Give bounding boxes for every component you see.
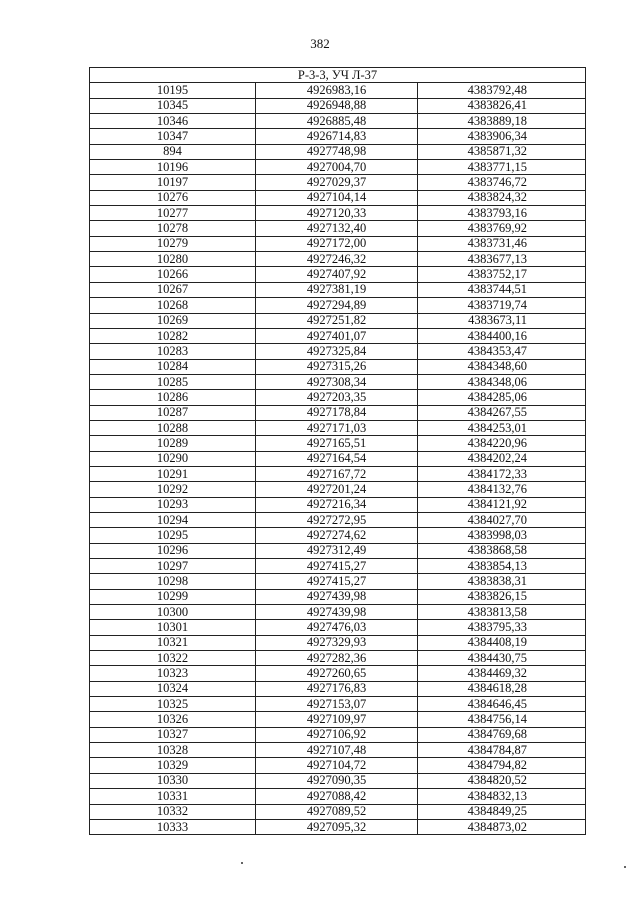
table-row xyxy=(90,605,586,620)
table-row xyxy=(90,114,586,129)
x-coordinate-cell: 4927089,52 xyxy=(256,804,418,819)
point-number-cell: 10290 xyxy=(90,451,256,466)
x-coordinate-cell: 4927172,00 xyxy=(256,236,418,251)
x-coordinate-cell: 4927090,35 xyxy=(256,773,418,788)
table-row xyxy=(90,282,586,297)
point-number-cell: 10282 xyxy=(90,328,256,343)
y-coordinate-cell: 4383771,15 xyxy=(418,160,586,175)
x-coordinate-cell: 4927088,42 xyxy=(256,789,418,804)
y-coordinate-cell: 4384267,55 xyxy=(418,405,586,420)
point-number-cell: 10327 xyxy=(90,727,256,742)
x-coordinate-cell: 4927439,98 xyxy=(256,605,418,620)
point-number-cell: 10278 xyxy=(90,221,256,236)
x-coordinate-cell: 4927216,34 xyxy=(256,497,418,512)
table-row xyxy=(90,190,586,205)
x-coordinate-cell: 4927164,54 xyxy=(256,451,418,466)
point-number-cell: 10287 xyxy=(90,405,256,420)
table-row xyxy=(90,267,586,282)
table-row xyxy=(90,129,586,144)
table-row xyxy=(90,543,586,558)
y-coordinate-cell: 4384285,06 xyxy=(418,390,586,405)
table-row xyxy=(90,727,586,742)
y-coordinate-cell: 4383889,18 xyxy=(418,114,586,129)
y-coordinate-cell: 4383838,31 xyxy=(418,574,586,589)
y-coordinate-cell: 4384769,68 xyxy=(418,727,586,742)
table-row xyxy=(90,651,586,666)
x-coordinate-cell: 4927251,82 xyxy=(256,313,418,328)
table-row xyxy=(90,374,586,389)
point-number-cell: 10297 xyxy=(90,559,256,574)
point-number-cell: 10291 xyxy=(90,466,256,481)
y-coordinate-cell: 4384172,33 xyxy=(418,466,586,481)
scan-speck xyxy=(241,862,243,864)
x-coordinate-cell: 4927329,93 xyxy=(256,635,418,650)
x-coordinate-cell: 4927165,51 xyxy=(256,436,418,451)
y-coordinate-cell: 4384400,16 xyxy=(418,328,586,343)
table-row xyxy=(90,559,586,574)
x-coordinate-cell: 4927107,48 xyxy=(256,743,418,758)
section-title: Р-3-3, УЧ Л-37 xyxy=(90,68,586,83)
y-coordinate-cell: 4383793,16 xyxy=(418,206,586,221)
point-number-cell: 10289 xyxy=(90,436,256,451)
point-number-cell: 10195 xyxy=(90,83,256,98)
table-row xyxy=(90,528,586,543)
point-number-cell: 10292 xyxy=(90,482,256,497)
point-number-cell: 10296 xyxy=(90,543,256,558)
x-coordinate-cell: 4927274,62 xyxy=(256,528,418,543)
point-number-cell: 10324 xyxy=(90,681,256,696)
x-coordinate-cell: 4927312,49 xyxy=(256,543,418,558)
x-coordinate-cell: 4927004,70 xyxy=(256,160,418,175)
x-coordinate-cell: 4927171,03 xyxy=(256,420,418,435)
y-coordinate-cell: 4383868,58 xyxy=(418,543,586,558)
point-number-cell: 10329 xyxy=(90,758,256,773)
table-row xyxy=(90,589,586,604)
table-row xyxy=(90,344,586,359)
table-row xyxy=(90,313,586,328)
point-number-cell: 10283 xyxy=(90,344,256,359)
x-coordinate-cell: 4927325,84 xyxy=(256,344,418,359)
x-coordinate-cell: 4927167,72 xyxy=(256,466,418,481)
x-coordinate-cell: 4927104,72 xyxy=(256,758,418,773)
table-row xyxy=(90,436,586,451)
table-row xyxy=(90,773,586,788)
table-row xyxy=(90,252,586,267)
point-number-cell: 10266 xyxy=(90,267,256,282)
table-row xyxy=(90,635,586,650)
point-number-cell: 10286 xyxy=(90,390,256,405)
table-row xyxy=(90,466,586,481)
point-number-cell: 10279 xyxy=(90,236,256,251)
y-coordinate-cell: 4384849,25 xyxy=(418,804,586,819)
point-number-cell: 10298 xyxy=(90,574,256,589)
point-number-cell: 10345 xyxy=(90,98,256,113)
y-coordinate-cell: 4384348,06 xyxy=(418,374,586,389)
x-coordinate-cell: 4927246,32 xyxy=(256,252,418,267)
point-number-cell: 10325 xyxy=(90,697,256,712)
page-number: 382 xyxy=(310,36,330,51)
x-coordinate-cell: 4926983,16 xyxy=(256,83,418,98)
point-number-cell: 10295 xyxy=(90,528,256,543)
table-row xyxy=(90,160,586,175)
point-number-cell: 10269 xyxy=(90,313,256,328)
y-coordinate-cell: 4384408,19 xyxy=(418,635,586,650)
x-coordinate-cell: 4927407,92 xyxy=(256,267,418,282)
y-coordinate-cell: 4383795,33 xyxy=(418,620,586,635)
table-row xyxy=(90,144,586,159)
table-row xyxy=(90,206,586,221)
coordinates-table-body xyxy=(90,68,586,835)
y-coordinate-cell: 4383677,13 xyxy=(418,252,586,267)
table-row xyxy=(90,681,586,696)
x-coordinate-cell: 4927201,24 xyxy=(256,482,418,497)
y-coordinate-cell: 4383719,74 xyxy=(418,298,586,313)
table-row xyxy=(90,221,586,236)
table-row xyxy=(90,83,586,98)
y-coordinate-cell: 4384430,75 xyxy=(418,651,586,666)
y-coordinate-cell: 4383826,15 xyxy=(418,589,586,604)
y-coordinate-cell: 4384794,82 xyxy=(418,758,586,773)
y-coordinate-cell: 4383746,72 xyxy=(418,175,586,190)
y-coordinate-cell: 4383906,34 xyxy=(418,129,586,144)
y-coordinate-cell: 4384348,60 xyxy=(418,359,586,374)
table-row xyxy=(90,512,586,527)
table-row xyxy=(90,497,586,512)
table-row xyxy=(90,666,586,681)
x-coordinate-cell: 4927415,27 xyxy=(256,574,418,589)
y-coordinate-cell: 4384202,24 xyxy=(418,451,586,466)
point-number-cell: 10294 xyxy=(90,512,256,527)
point-number-cell: 10299 xyxy=(90,589,256,604)
y-coordinate-cell: 4383824,32 xyxy=(418,190,586,205)
y-coordinate-cell: 4384618,28 xyxy=(418,681,586,696)
x-coordinate-cell: 4927106,92 xyxy=(256,727,418,742)
y-coordinate-cell: 4384132,76 xyxy=(418,482,586,497)
x-coordinate-cell: 4927282,36 xyxy=(256,651,418,666)
table-row xyxy=(90,236,586,251)
point-number-cell: 10322 xyxy=(90,651,256,666)
point-number-cell: 10332 xyxy=(90,804,256,819)
table-row xyxy=(90,451,586,466)
y-coordinate-cell: 4383813,58 xyxy=(418,605,586,620)
x-coordinate-cell: 4927120,33 xyxy=(256,206,418,221)
point-number-cell: 10321 xyxy=(90,635,256,650)
y-coordinate-cell: 4383673,11 xyxy=(418,313,586,328)
y-coordinate-cell: 4383752,17 xyxy=(418,267,586,282)
y-coordinate-cell: 4383744,51 xyxy=(418,282,586,297)
y-coordinate-cell: 4384832,13 xyxy=(418,789,586,804)
x-coordinate-cell: 4927272,95 xyxy=(256,512,418,527)
point-number-cell: 10331 xyxy=(90,789,256,804)
point-number-cell: 10326 xyxy=(90,712,256,727)
y-coordinate-cell: 4385871,32 xyxy=(418,144,586,159)
y-coordinate-cell: 4384253,01 xyxy=(418,420,586,435)
table-row xyxy=(90,328,586,343)
section-header-row xyxy=(90,68,586,83)
point-number-cell: 10347 xyxy=(90,129,256,144)
x-coordinate-cell: 4927748,98 xyxy=(256,144,418,159)
coordinates-table xyxy=(89,67,586,835)
y-coordinate-cell: 4384027,70 xyxy=(418,512,586,527)
point-number-cell: 894 xyxy=(90,144,256,159)
table-row xyxy=(90,359,586,374)
table-row xyxy=(90,98,586,113)
x-coordinate-cell: 4926948,88 xyxy=(256,98,418,113)
y-coordinate-cell: 4384469,32 xyxy=(418,666,586,681)
y-coordinate-cell: 4383854,13 xyxy=(418,559,586,574)
table-row xyxy=(90,620,586,635)
x-coordinate-cell: 4927203,35 xyxy=(256,390,418,405)
y-coordinate-cell: 4383731,46 xyxy=(418,236,586,251)
point-number-cell: 10284 xyxy=(90,359,256,374)
y-coordinate-cell: 4383998,03 xyxy=(418,528,586,543)
point-number-cell: 10267 xyxy=(90,282,256,297)
x-coordinate-cell: 4926714,83 xyxy=(256,129,418,144)
point-number-cell: 10288 xyxy=(90,420,256,435)
y-coordinate-cell: 4384220,96 xyxy=(418,436,586,451)
point-number-cell: 10196 xyxy=(90,160,256,175)
table-row xyxy=(90,758,586,773)
y-coordinate-cell: 4384820,52 xyxy=(418,773,586,788)
x-coordinate-cell: 4927104,14 xyxy=(256,190,418,205)
y-coordinate-cell: 4384756,14 xyxy=(418,712,586,727)
x-coordinate-cell: 4926885,48 xyxy=(256,114,418,129)
point-number-cell: 10276 xyxy=(90,190,256,205)
x-coordinate-cell: 4927308,34 xyxy=(256,374,418,389)
x-coordinate-cell: 4927109,97 xyxy=(256,712,418,727)
scan-speck xyxy=(624,866,626,868)
x-coordinate-cell: 4927178,84 xyxy=(256,405,418,420)
x-coordinate-cell: 4927439,98 xyxy=(256,589,418,604)
point-number-cell: 10330 xyxy=(90,773,256,788)
table-row xyxy=(90,405,586,420)
x-coordinate-cell: 4927476,03 xyxy=(256,620,418,635)
x-coordinate-cell: 4927381,19 xyxy=(256,282,418,297)
point-number-cell: 10280 xyxy=(90,252,256,267)
x-coordinate-cell: 4927176,83 xyxy=(256,681,418,696)
point-number-cell: 10197 xyxy=(90,175,256,190)
table-row xyxy=(90,574,586,589)
x-coordinate-cell: 4927153,07 xyxy=(256,697,418,712)
y-coordinate-cell: 4384353,47 xyxy=(418,344,586,359)
point-number-cell: 10328 xyxy=(90,743,256,758)
point-number-cell: 10301 xyxy=(90,620,256,635)
y-coordinate-cell: 4383826,41 xyxy=(418,98,586,113)
point-number-cell: 10333 xyxy=(90,819,256,834)
point-number-cell: 10293 xyxy=(90,497,256,512)
table-row xyxy=(90,743,586,758)
y-coordinate-cell: 4383792,48 xyxy=(418,83,586,98)
x-coordinate-cell: 4927029,37 xyxy=(256,175,418,190)
x-coordinate-cell: 4927294,89 xyxy=(256,298,418,313)
table-row xyxy=(90,420,586,435)
point-number-cell: 10268 xyxy=(90,298,256,313)
y-coordinate-cell: 4384121,92 xyxy=(418,497,586,512)
x-coordinate-cell: 4927401,07 xyxy=(256,328,418,343)
table-row xyxy=(90,804,586,819)
point-number-cell: 10277 xyxy=(90,206,256,221)
y-coordinate-cell: 4384873,02 xyxy=(418,819,586,834)
table-row xyxy=(90,482,586,497)
y-coordinate-cell: 4384784,87 xyxy=(418,743,586,758)
point-number-cell: 10346 xyxy=(90,114,256,129)
table-row xyxy=(90,390,586,405)
x-coordinate-cell: 4927315,26 xyxy=(256,359,418,374)
y-coordinate-cell: 4383769,92 xyxy=(418,221,586,236)
point-number-cell: 10285 xyxy=(90,374,256,389)
table-row xyxy=(90,175,586,190)
x-coordinate-cell: 4927132,40 xyxy=(256,221,418,236)
table-row xyxy=(90,819,586,834)
point-number-cell: 10323 xyxy=(90,666,256,681)
table-row xyxy=(90,789,586,804)
x-coordinate-cell: 4927415,27 xyxy=(256,559,418,574)
y-coordinate-cell: 4384646,45 xyxy=(418,697,586,712)
table-row xyxy=(90,697,586,712)
x-coordinate-cell: 4927260,65 xyxy=(256,666,418,681)
table-row xyxy=(90,712,586,727)
x-coordinate-cell: 4927095,32 xyxy=(256,819,418,834)
table-row xyxy=(90,298,586,313)
point-number-cell: 10300 xyxy=(90,605,256,620)
